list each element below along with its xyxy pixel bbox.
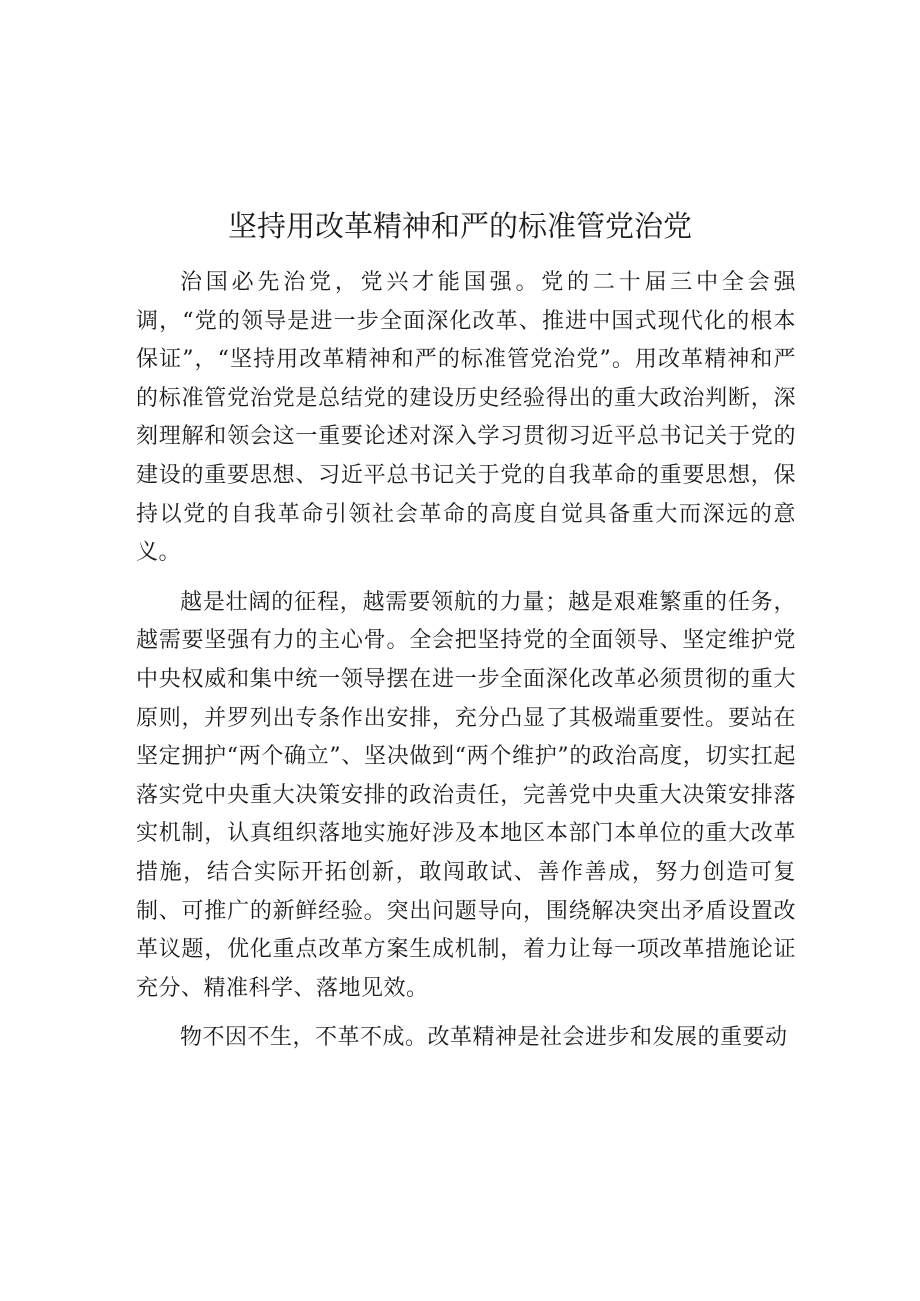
document-body xyxy=(136,264,796,1069)
document-title: 坚持用改革精神和严的标准管党治党 xyxy=(227,209,692,243)
paragraph: 物不因不生，不革不成。改革精神是社会进步和发展的重要动 xyxy=(180,1025,788,1051)
paragraph: 治国必先治党，党兴才能国强。党的二十届三中全会强调，“党的领导是进一步全面深化改革、推进中国式现代化的根本保证”，“坚持用改革精神和严的标准管党治党”。用改革精神和严的标准管党治党是总结党的建设历史经验得出的重大政治判断，深刻理解和领会这一重要论述对深入学习贯彻习近平总书记关于党的建设的重要思想、习近平总书记关于党的自我革命的重要思想，保持以党的自我革命引领社会革命的高度自觉具备重大而深远的意义。 xyxy=(136,270,796,566)
paragraph: 越是壮阔的征程，越需要领航的力量；越是艰难繁重的任务，越需要坚强有力的主心骨。全会把坚持党的全面领导、坚定维护党中央权威和集中统一领导摆在进一步全面深化改革必须贯彻的重大原则，并罗列出专条作出安排，充分凸显了其极端重要性。要站在坚定拥护“两个确立”、坚决做到“两个维护”的政治高度，切实扛起落实党中央重大决策安排的政治责任，完善党中央重大决策安排落实机制，认真组织落地实施好涉及本地区本部门本单位的重大改革措施，结合实际开拓创新，敢闯敢试、善作善成，努力创造可复制、可推广的新鲜经验。突出问题导向，围绕解决突出矛盾设置改革议题，优化重点改革方案生成机制，着力让每一项改革措施论证充分、精准科学、落地见效。 xyxy=(136,589,796,1001)
